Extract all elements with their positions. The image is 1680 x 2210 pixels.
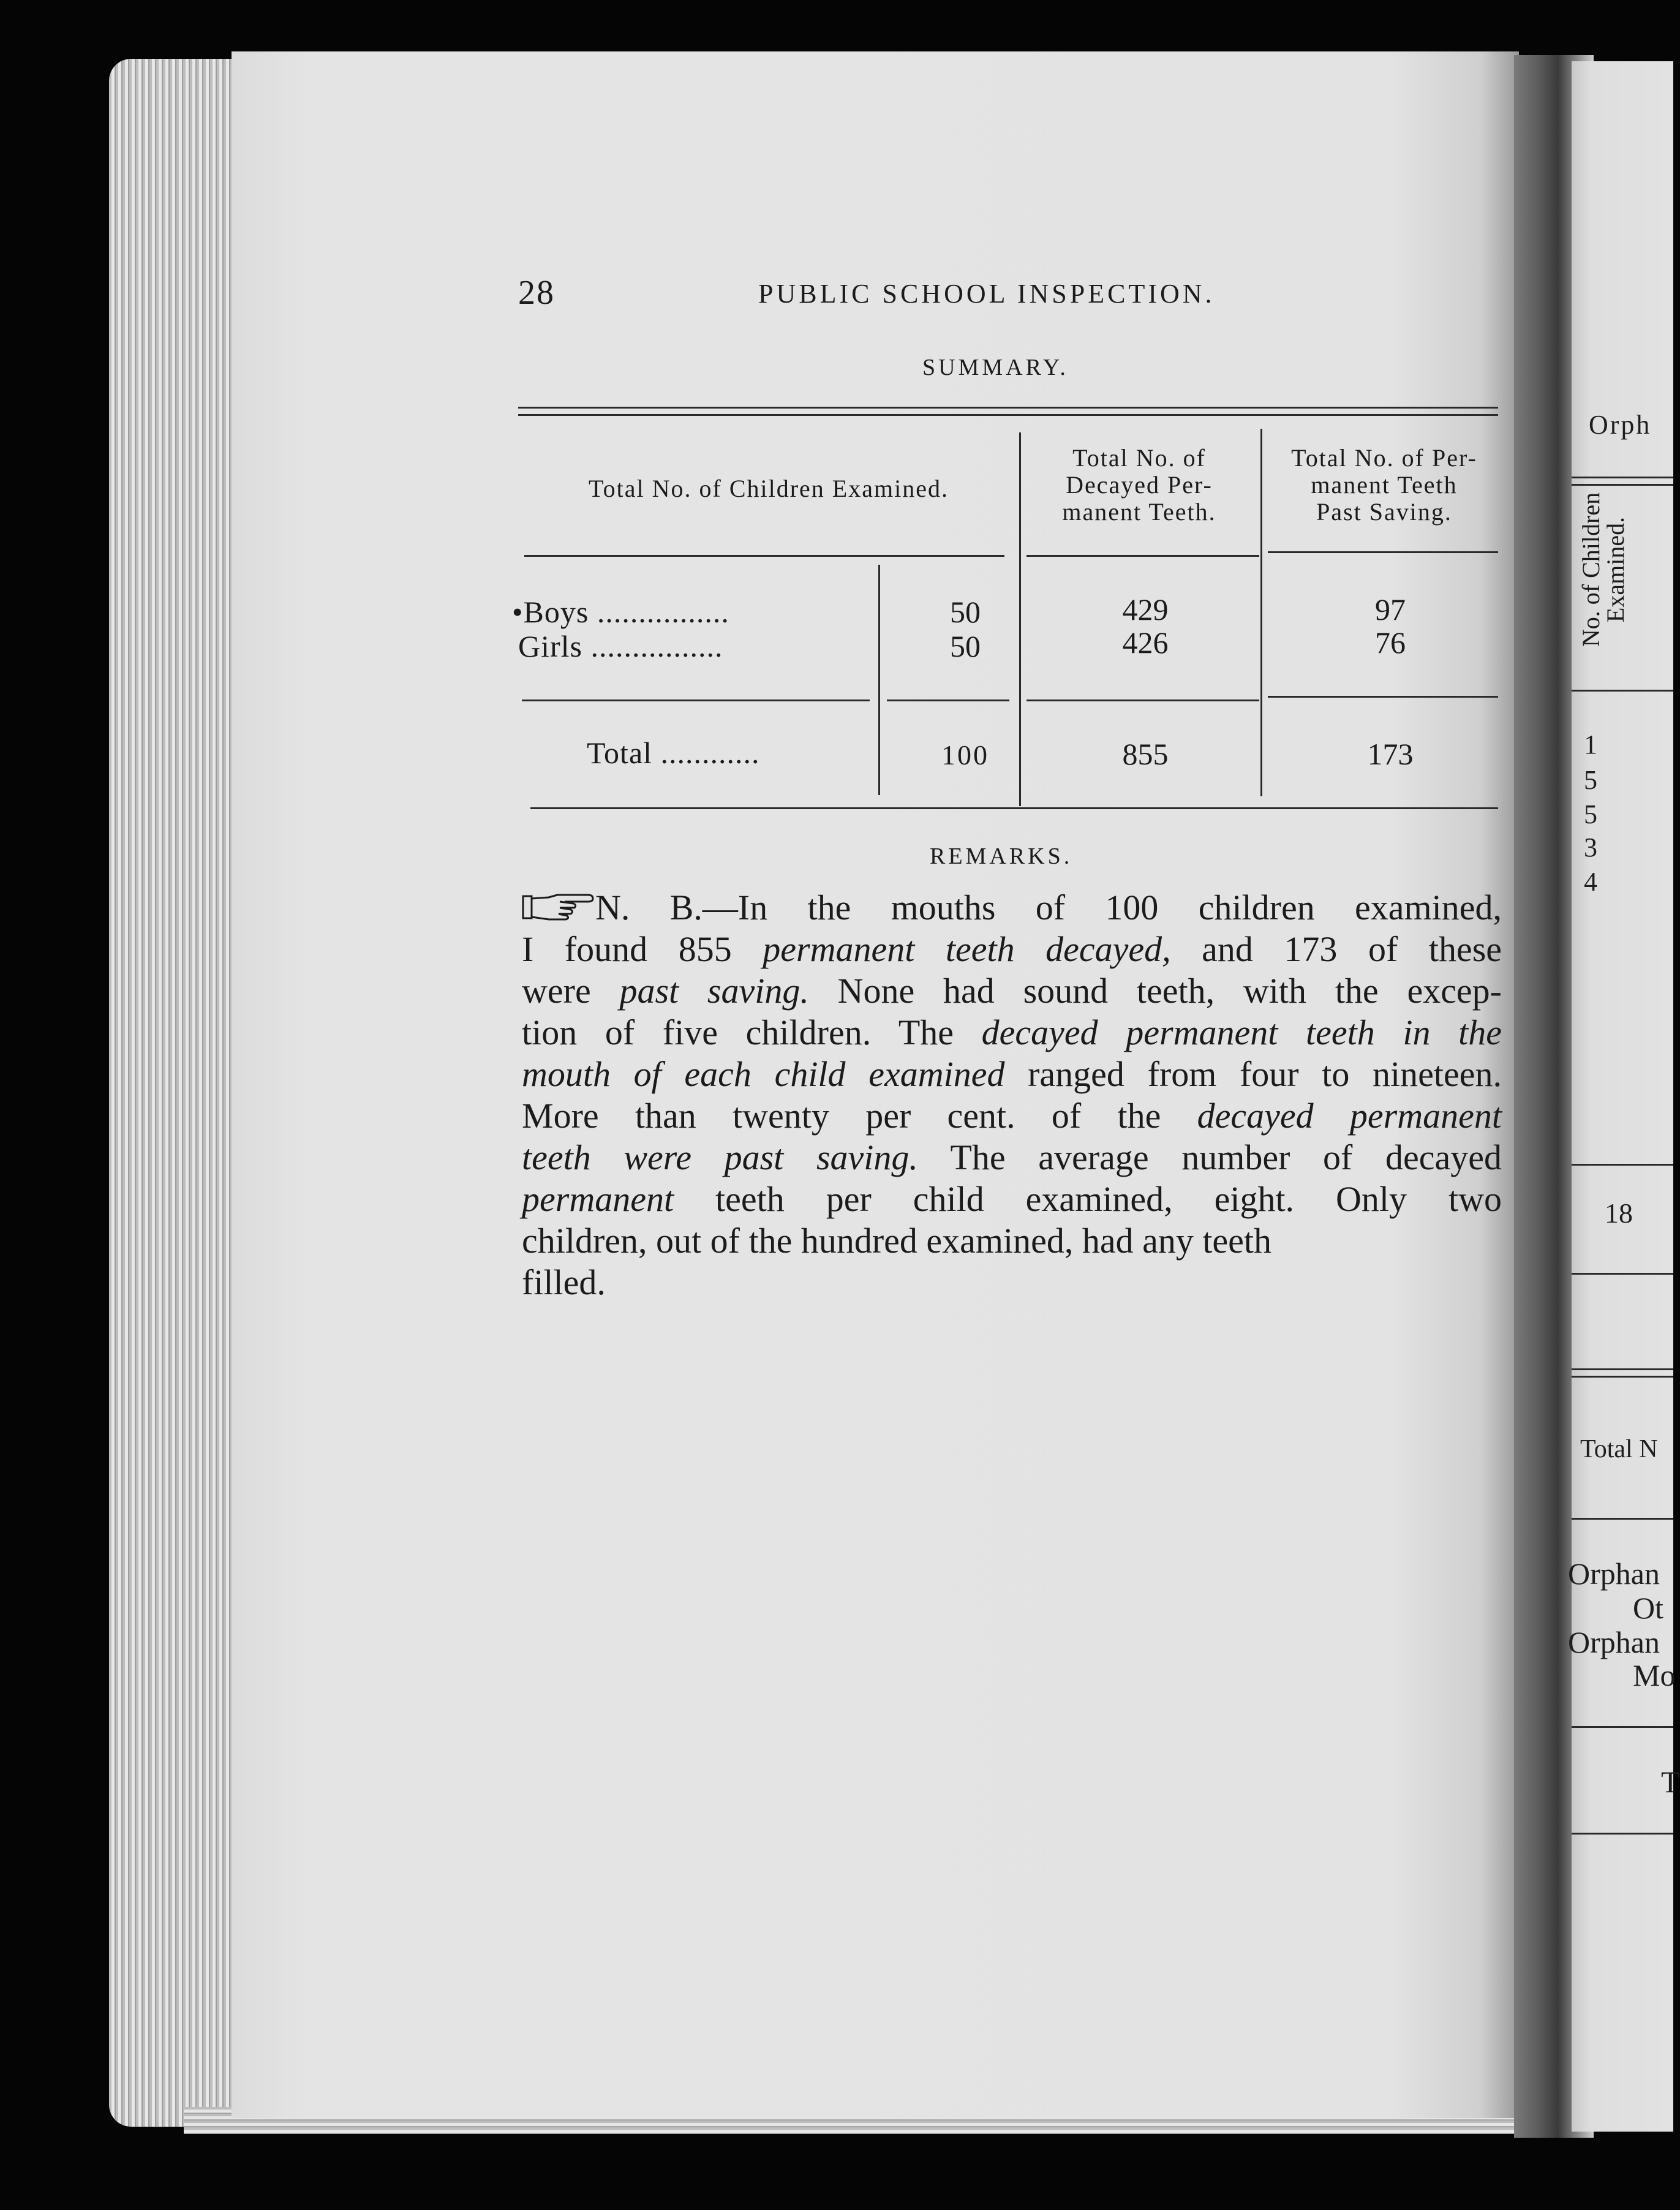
table-top-rule xyxy=(518,407,1498,409)
table-top-rule-2 xyxy=(518,414,1498,416)
remarks-run: and 173 of these xyxy=(1170,929,1502,969)
next-page-row: Mo xyxy=(1633,1658,1676,1692)
next-page-rule xyxy=(1572,1164,1673,1166)
remarks-italic-run: decayed permanent teeth in the xyxy=(981,1013,1502,1052)
summary-title: SUMMARY. xyxy=(922,355,1069,380)
row-past-saving: 76 xyxy=(1375,625,1406,660)
next-page-trailing: T xyxy=(1661,1765,1680,1799)
page-header xyxy=(518,273,1253,316)
header-underline-past xyxy=(1268,551,1498,553)
remarks-line xyxy=(522,1137,1502,1179)
remarks-italic-run: permanent xyxy=(522,1179,674,1219)
next-page-total-label: Total N xyxy=(1580,1435,1658,1463)
page-number: 28 xyxy=(518,274,555,312)
remarks-line xyxy=(522,1220,1502,1262)
remarks-run: None had sound teeth, with the excep- xyxy=(808,971,1502,1011)
subtotal-rule-count xyxy=(887,700,1009,701)
table-bottom-rule xyxy=(530,807,1498,809)
remarks-italic-run: teeth were past saving. xyxy=(522,1137,918,1177)
next-page-row: Ot xyxy=(1633,1591,1663,1625)
remarks-run: were xyxy=(522,971,620,1011)
remarks-run: More than twenty per cent. of the xyxy=(522,1096,1197,1136)
remarks-run: filled. xyxy=(522,1262,606,1302)
next-page-total: 18 xyxy=(1605,1197,1633,1229)
total-decayed: 855 xyxy=(1122,737,1169,771)
remarks-run: The average number of decayed xyxy=(917,1137,1502,1177)
remarks-line xyxy=(522,1179,1502,1220)
remarks-run: children, out of the hundred examined, had any teeth xyxy=(522,1221,1272,1261)
row-count: 50 xyxy=(950,629,981,663)
next-page-rule xyxy=(1572,1376,1673,1378)
subtotal-rule-label xyxy=(522,700,870,701)
row-label-total: Total ............ xyxy=(587,736,760,770)
remarks-line xyxy=(522,929,1502,970)
running-head: PUBLIC SCHOOL INSPECTION. xyxy=(758,279,1215,309)
next-page-number: 1 xyxy=(1584,730,1597,760)
remarks-line xyxy=(522,1095,1502,1137)
next-page-col-label: No. of Children Examined. xyxy=(1577,492,1629,647)
row-decayed: 429 xyxy=(1122,592,1169,627)
next-page-row: Orphan xyxy=(1568,1625,1660,1659)
remarks-title: REMARKS. xyxy=(930,843,1073,869)
col-head-past-saving: Total No. of Per- manent Teeth Past Saving. xyxy=(1291,444,1477,526)
row-past-saving: 97 xyxy=(1375,592,1406,627)
pointing-hand-icon xyxy=(522,891,595,923)
next-page-rule xyxy=(1572,1273,1673,1275)
total-past-saving: 173 xyxy=(1367,737,1414,771)
remarks-run: tion of five children. The xyxy=(522,1013,982,1052)
subtotal-rule-past xyxy=(1268,696,1498,698)
remarks-italic-run: past saving. xyxy=(619,971,809,1011)
remarks-paragraph xyxy=(522,887,1502,1303)
next-page-heading: Orph xyxy=(1589,410,1652,440)
next-page-rule xyxy=(1572,1368,1673,1370)
remarks-italic-run: mouth of each child examined xyxy=(522,1054,1005,1094)
remarks-line xyxy=(522,1262,1502,1303)
next-page-number: 5 xyxy=(1584,799,1597,829)
next-page-rule xyxy=(1572,1726,1673,1728)
row-decayed: 426 xyxy=(1122,625,1169,660)
remarks-italic-run: permanent teeth decayed, xyxy=(763,929,1171,969)
next-page-number: 3 xyxy=(1584,832,1597,862)
right-page-fragment xyxy=(1572,61,1676,2132)
header-underline-decayed xyxy=(1026,555,1259,557)
next-page-rule xyxy=(1572,1518,1673,1520)
row-label-boys: •Boys ................ xyxy=(512,595,729,629)
total-count: 100 xyxy=(941,739,989,771)
next-page-rule xyxy=(1572,1833,1673,1835)
remarks-run: N. B.—In the mouths of 100 children examined, xyxy=(595,888,1502,927)
next-page-number: 5 xyxy=(1584,765,1597,795)
remarks-line xyxy=(522,887,1502,929)
remarks-italic-run: decayed permanent xyxy=(1197,1096,1502,1136)
remarks-run: I found 855 xyxy=(522,929,763,969)
remarks-line xyxy=(522,1054,1502,1095)
subtotal-rule-decayed xyxy=(1026,700,1259,701)
row-count: 50 xyxy=(950,595,981,629)
remarks-line xyxy=(522,970,1502,1012)
col-head-decayed-teeth: Total No. of Decayed Per- manent Teeth. xyxy=(1062,444,1216,526)
next-page-row: Orphan xyxy=(1568,1556,1660,1591)
next-page-rule xyxy=(1572,690,1673,692)
header-underline-children xyxy=(524,555,1004,557)
col-head-children: Total No. of Children Examined. xyxy=(589,475,949,502)
remarks-run: teeth per child examined, eight. Only two xyxy=(674,1179,1502,1219)
row-label-girls: Girls ................ xyxy=(518,629,723,663)
remarks-line xyxy=(522,1012,1502,1054)
next-page-number: 4 xyxy=(1584,867,1597,897)
remarks-run: ranged from four to nineteen. xyxy=(1004,1054,1502,1094)
